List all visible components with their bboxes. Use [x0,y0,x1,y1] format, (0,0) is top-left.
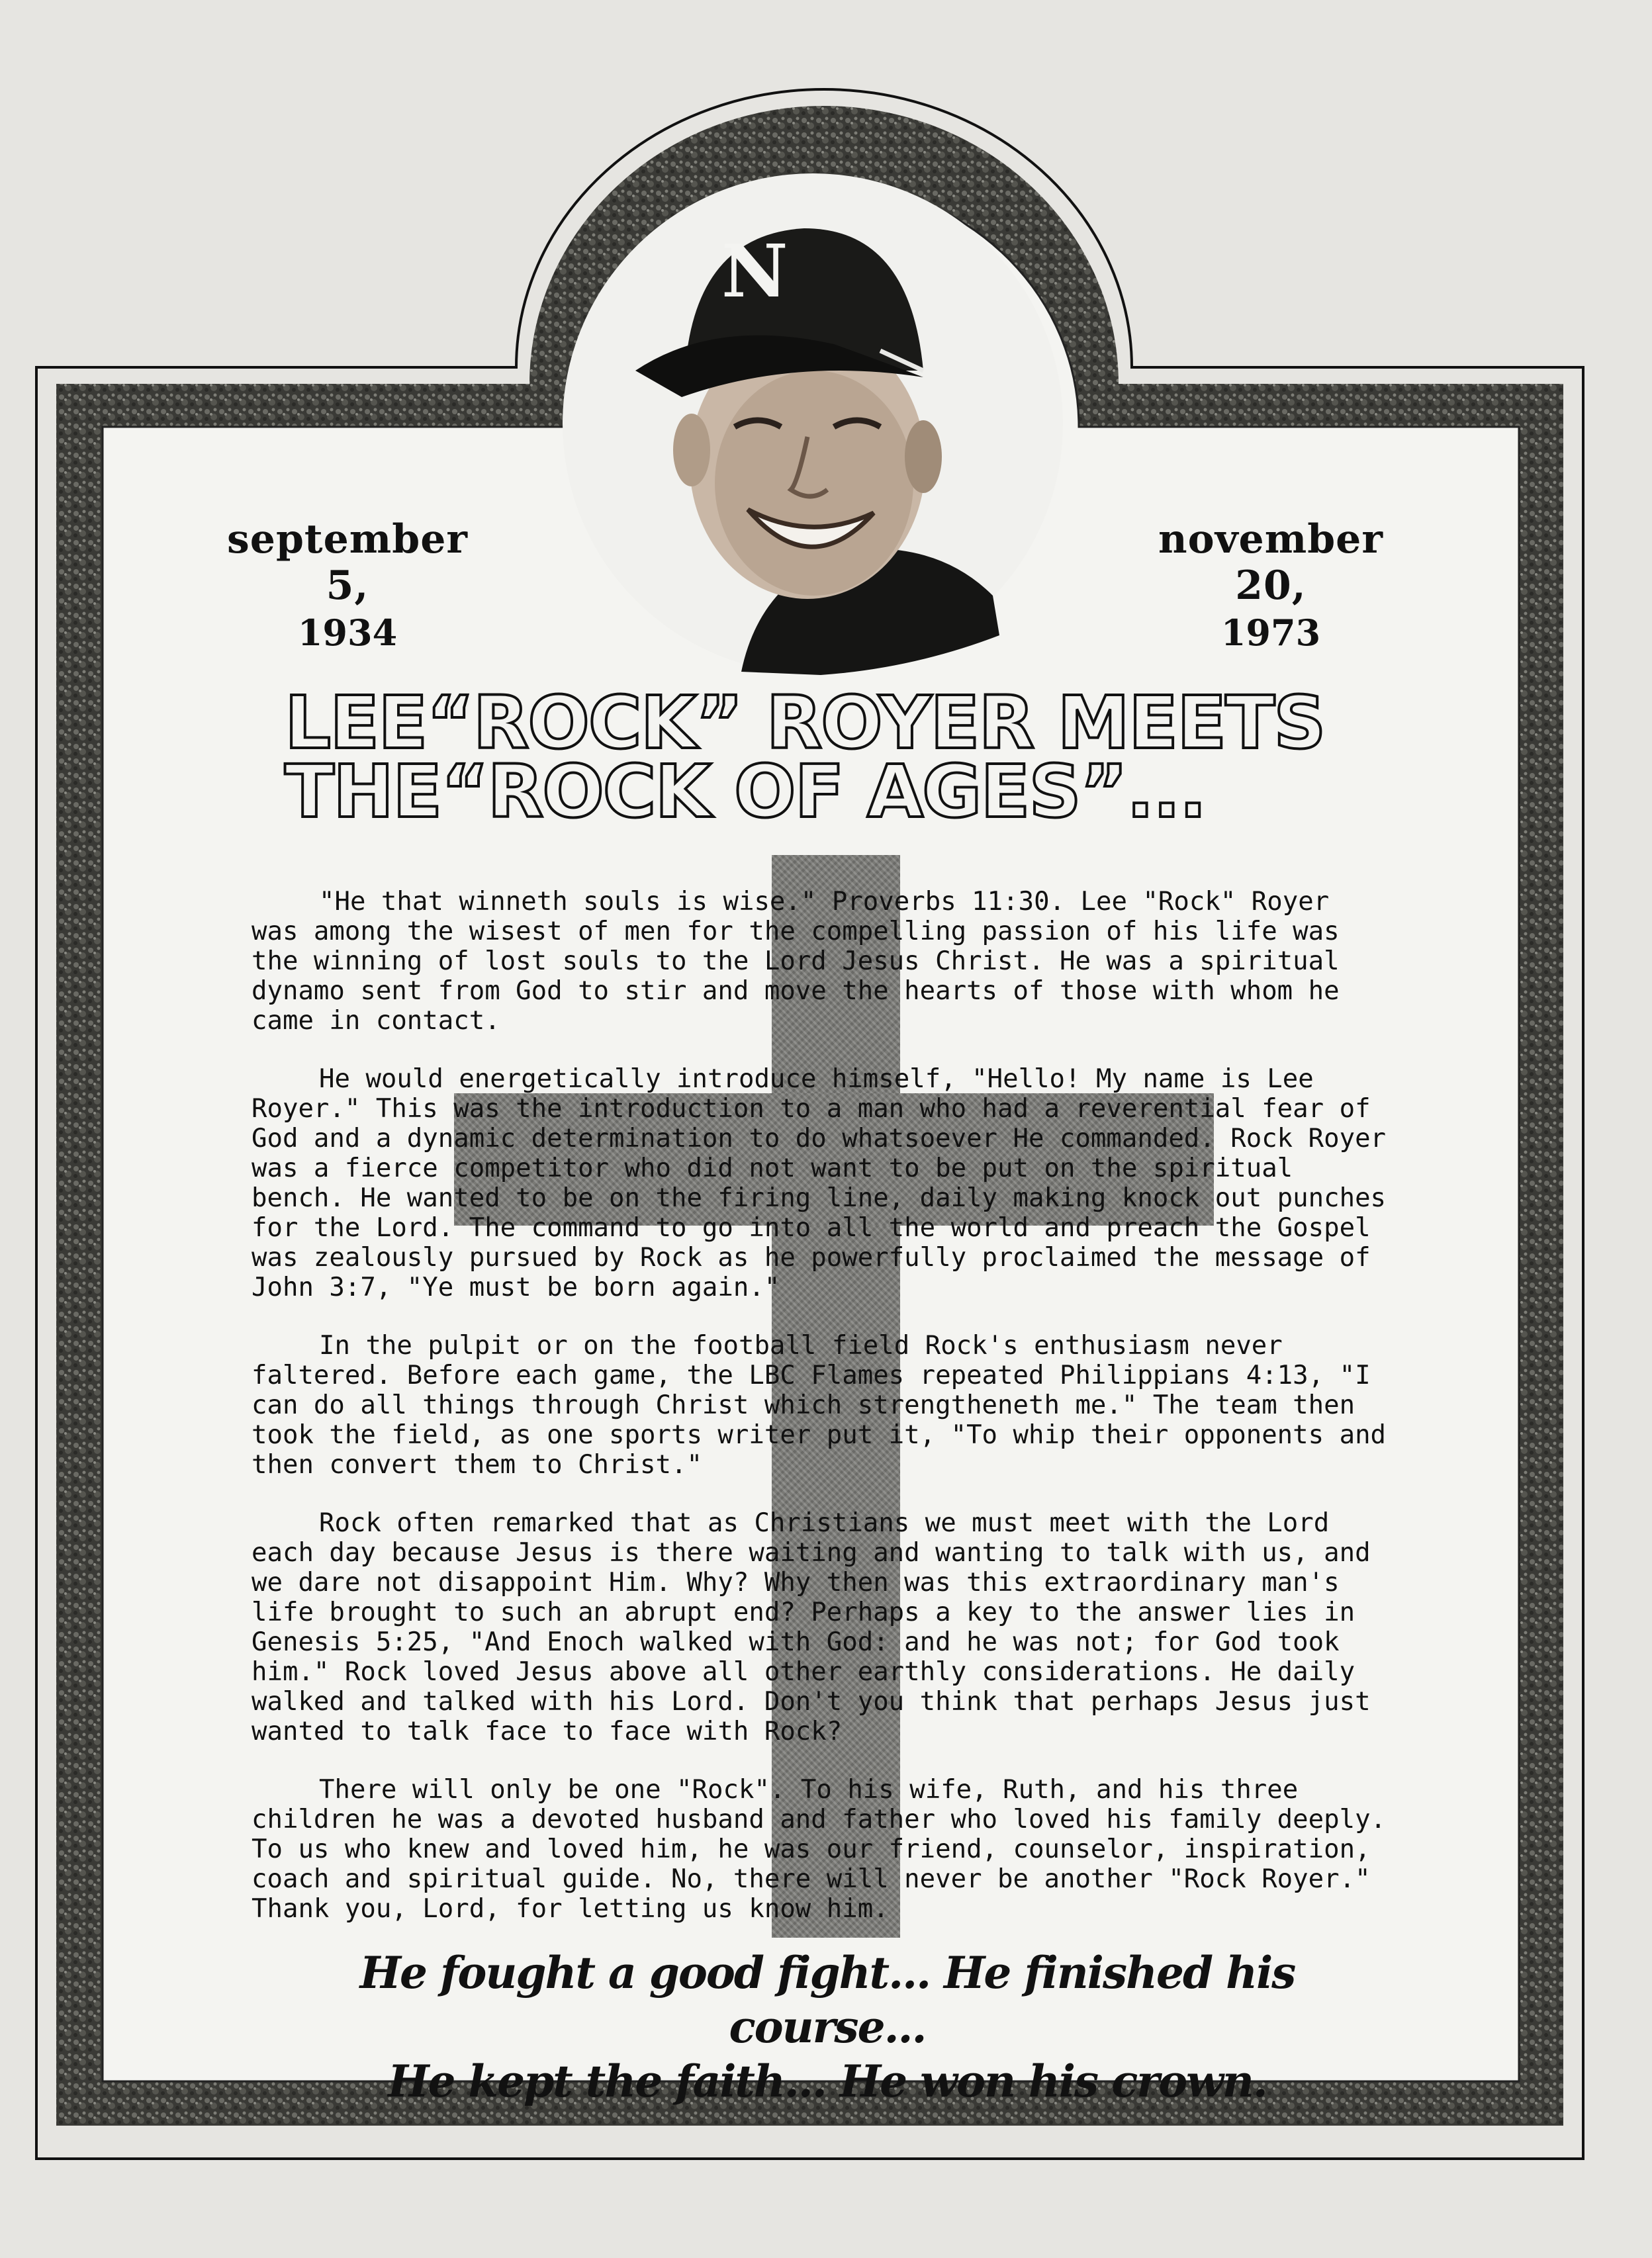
headline [285,680,1410,834]
birth-month-day: september 5, [226,516,469,609]
closing-line-2: He kept the faith... He won his crown. [388,2055,1267,2107]
paragraph-2: He would energetically introduce himself, "Hello! My name is Lee Royer." This was the introduction to a man who had a reverential fear of God and a dynamic determination to do whatsoever He commanded. Rock Royer was a fierce competitor who did not want to be put on the spiritual bench. He wanted to be on the firing line, daily making knock out punches for the Lord. The command to go into all the world and preach the Gospel was zealously pursued by Rock as he powerfully proclaimed the message of John 3:7, "Ye must be born again." [252,1064,1387,1302]
death-year: 1973 [1220,611,1321,654]
birth-date [202,516,493,654]
portrait-photo [563,173,1063,675]
headline-line-1: LEE“ROCK” ROYER MEETS [285,680,1325,765]
death-month-day: november 20, [1158,516,1383,609]
birth-year: 1934 [297,611,398,654]
paragraph-4: Rock often remarked that as Christians we must meet with the Lord each day because Jesus is there waiting and wanting to talk with us, and we dare not disappoint Him. Why? Why then was this extraordinary man's life brought to such an abrupt end? Perhaps a key to the answer lies in Genesis 5:25, "And Enoch walked with God: and he was not; for God took him." Rock loved Jesus above all other earthly considerations. He daily walked and talked with his Lord. Don't you think that perhaps Jesus just wanted to talk face to face with Rock? [252,1508,1371,1746]
paragraph-5: There will only be one "Rock". To his wife, Ruth, and his three children he was a devoted husband and father who loved his family deeply. To us who knew and loved him, he was our friend, counselor, inspiration, coach and spiritual guide. No, there will never be another "Rock Royer." Thank you, Lord, for letting us know him. [252,1775,1387,1924]
cap-logo-letter: N [721,228,788,314]
headline-line-2: THE“ROCK OF AGES”... [285,749,1206,834]
closing-verse [265,1946,1390,2108]
paragraph-3: In the pulpit or on the football field Rock's enthusiasm never faltered. Before each game, the LBC Flames repeated Philippians 4:13, "I can do all things through Christ which strengtheneth me." The team then took the field, as one sports writer put it, "To whip their opponents and then convert them to Christ." [252,1331,1387,1480]
paragraph-1: "He that winneth souls is wise." Proverbs 11:30. Lee "Rock" Royer was among the wisest of men for the compelling passion of his life was the winning of lost souls to the Lord Jesus Christ. He was a spiritual dynamo sent from God to stir and move the hearts of those with whom he came in contact. [252,887,1340,1036]
death-date [1125,516,1416,654]
memorial-text [252,887,1390,1952]
closing-line-1: He fought a good fight... He finished his course... [359,1947,1295,2053]
